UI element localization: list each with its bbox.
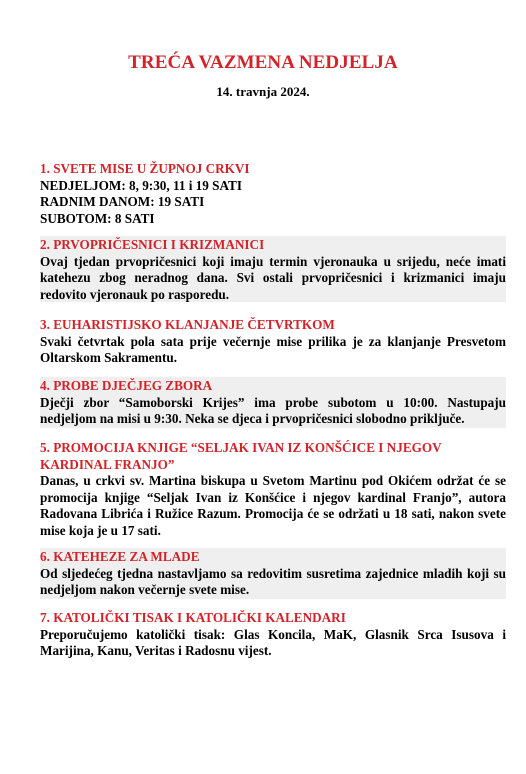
section-adoration [40, 316, 506, 367]
section-first-communion [40, 236, 506, 302]
section-body: Od sljedećeg tjedna nastavljamo sa redovitim susretima zajednice mladih koji su nedjeljom nakon večernje svete mise. [40, 565, 506, 597]
section-body: Dječji zbor “Samoborski Krijes” ima probe subotom u 10:00. Nastupaju nedjeljom na misi u 9:30. Neka se djeca i prvopričesnici slobodno priključe. [40, 394, 506, 426]
document-title: TREĆA VAZMENA NEDJELJA [128, 52, 398, 73]
section-heading: 6. KATEHEZE ZA MLADE [40, 549, 200, 564]
section-catholic-press [40, 609, 506, 660]
section-heading: 5. PROMOCIJA KNJIGE “SELJAK IVAN IZ KONŠĆICE I NJEGOV KARDINAL FRANJO” [40, 440, 442, 472]
section-heading: 4. PROBE DJEČJEG ZBORA [40, 378, 213, 393]
section-book-promotion [40, 439, 506, 539]
section-heading: 2. PRVOPRIČESNICI I KRIZMANICI [40, 237, 265, 252]
section-body: Preporučujemo katolički tisak: Glas Koncila, MaK, Glasnik Srca Isusova i Marijina, Kanu, Veritas i Radosnu vijest. [40, 626, 506, 658]
section-choir [40, 377, 506, 428]
section-body: Svaki četvrtak pola sata prije večernje mise prilika je za klanjanje Presvetom Oltarskom Sakramentu. [40, 333, 506, 365]
section-mass-times [40, 160, 506, 227]
section-heading: 7. KATOLIČKI TISAK I KATOLIČKI KALENDARI [40, 610, 346, 625]
section-youth-catechesis [40, 548, 506, 599]
mass-times-saturday: SUBOTOM: 8 SATI [40, 210, 155, 226]
mass-times-sunday: NEDJELJOM: 8, 9:30, 11 i 19 SATI [40, 177, 242, 193]
mass-times-weekday: RADNIM DANOM: 19 SATI [40, 194, 205, 209]
document-date: 14. travnja 2024. [216, 84, 310, 99]
section-heading: 1. SVETE MISE U ŽUPNOJ CRKVI [40, 161, 250, 176]
section-body: Danas, u crkvi sv. Martina biskupa u Svetom Martinu pod Okićem održat će se promocija knjige “Seljak Ivan iz Konšćice i njegov kardinal Franjo”, autora Radovana Librića i Ružice Razum. Promocija će se održati u 18 sati, nakon svete mise koja je u 17 sati. [40, 473, 506, 538]
section-body: Ovaj tjedan prvopričesnici koji imaju termin vjeronauka u srijedu, neće imati katehezu zbog neradnog dana. Svi ostali prvopričesnici i krizmanici imaju redovito vjeronauk po rasporedu. [40, 253, 506, 302]
section-heading: 3. EUHARISTIJSKO KLANJANJE ČETVRTKOM [40, 317, 335, 332]
